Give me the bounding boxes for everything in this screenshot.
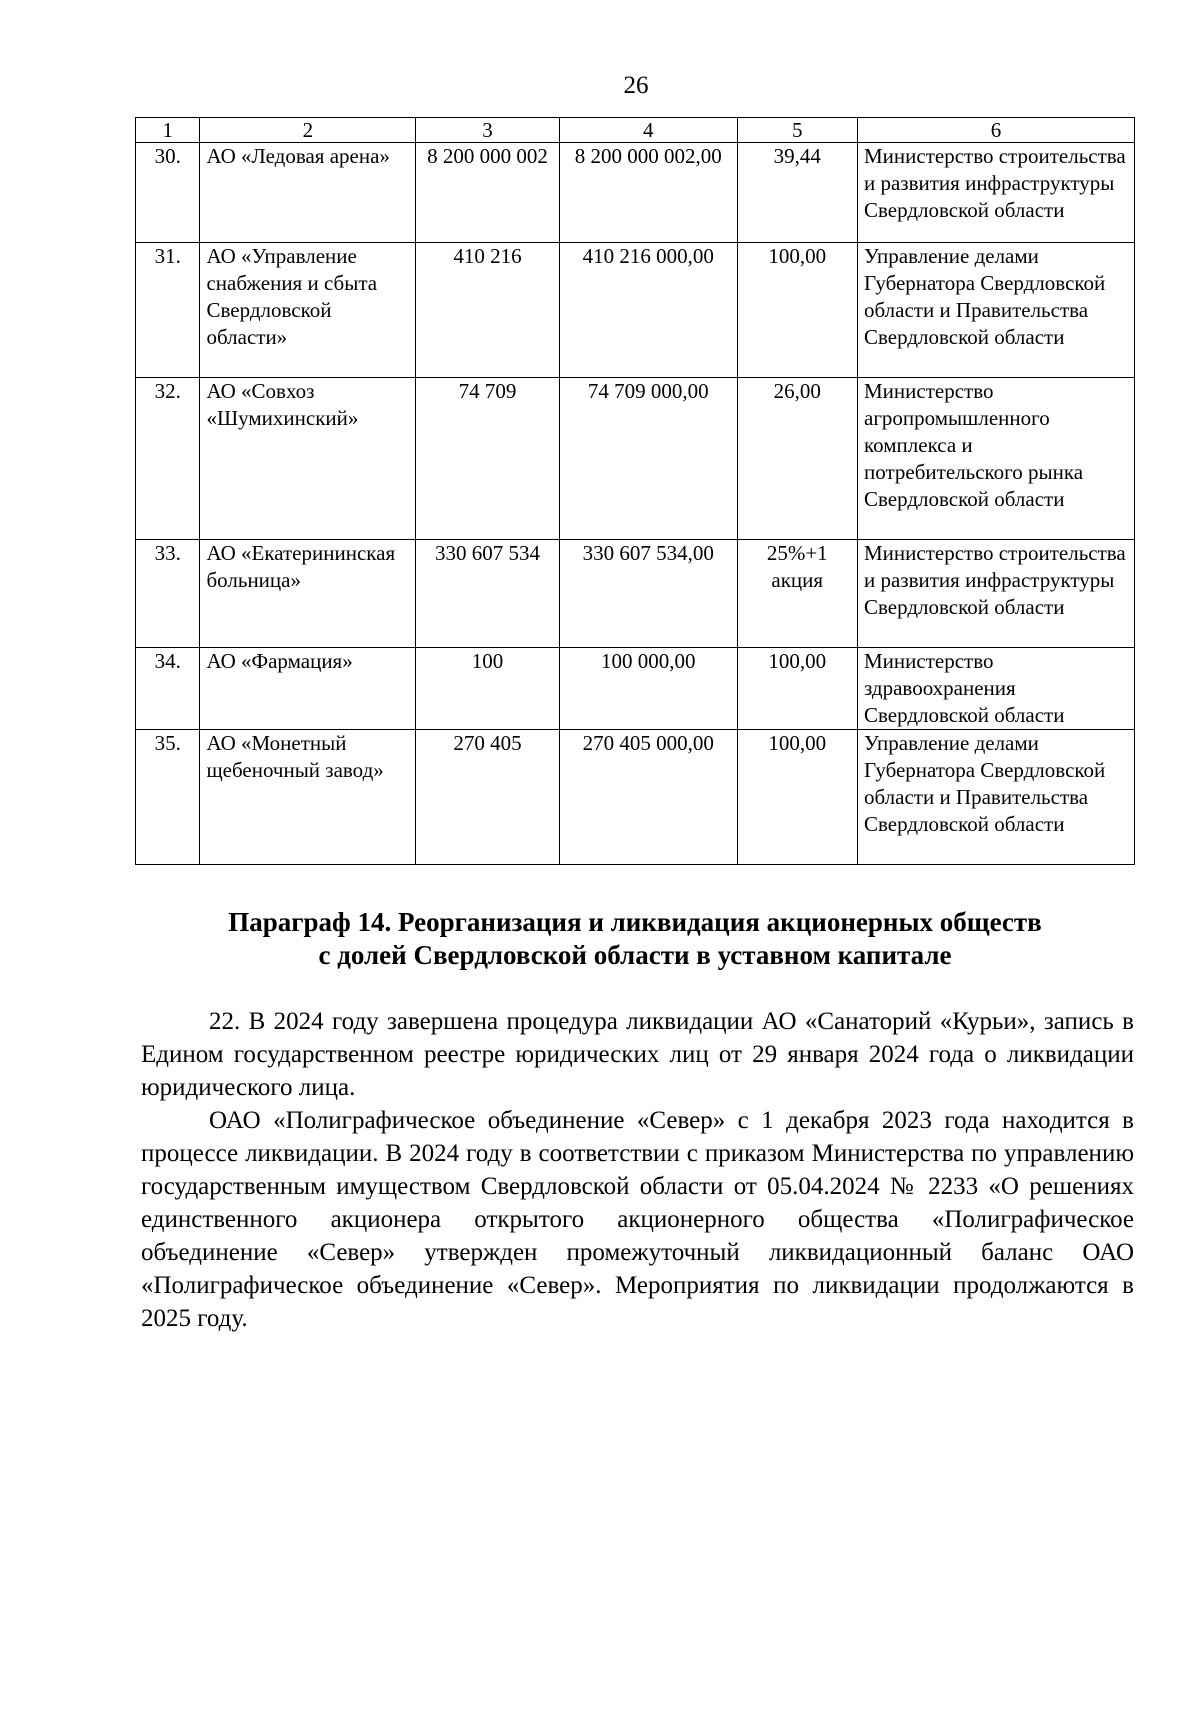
- body-paragraph: 22. В 2024 году завершена процедура ликвидации АО «Санаторий «Курьи», запись в Едином государственном реестре юридических лиц от 29 января 2024 года о ликвидации юридического лица.: [141, 1008, 1134, 1101]
- shareholding-table: [135, 117, 1135, 865]
- responsible-body: Управление делами Губернатора Свердловской области и Правительства Свердловской области: [858, 730, 1135, 865]
- col3-value: 74 709: [416, 378, 560, 540]
- table-row: [136, 143, 1135, 243]
- col5-value: 100,00: [737, 648, 858, 730]
- company-name: АО «Екатерининская больница»: [200, 540, 416, 648]
- responsible-body: Министерство строительства и развития инфраструктуры Свердловской области: [858, 540, 1135, 648]
- company-name: АО «Фармация»: [200, 648, 416, 730]
- column-header: 6: [858, 118, 1135, 143]
- responsible-body: Управление делами Губернатора Свердловской области и Правительства Свердловской области: [858, 243, 1135, 378]
- section-title: [135, 906, 1135, 972]
- col3-value: 410 216: [416, 243, 560, 378]
- col5-value: 26,00: [737, 378, 858, 540]
- col4-value: 410 216 000,00: [559, 243, 737, 378]
- table-row: [136, 243, 1135, 378]
- col4-value: 74 709 000,00: [559, 378, 737, 540]
- col4-value: 100 000,00: [559, 648, 737, 730]
- table-header-row: [136, 118, 1135, 143]
- col4-value: 8 200 000 002,00: [559, 143, 737, 243]
- col4-value: 270 405 000,00: [559, 730, 737, 865]
- section-title-line: Параграф 14. Реорганизация и ликвидация акционерных обществ: [228, 907, 1042, 937]
- page-number: 26: [623, 72, 649, 99]
- responsible-body: Министерство здравоохранения Свердловской области: [858, 648, 1135, 730]
- company-name: АО «Ледовая арена»: [200, 143, 416, 243]
- table-row: [136, 378, 1135, 540]
- row-number: 30.: [136, 143, 200, 243]
- col5-value: 100,00: [737, 730, 858, 865]
- responsible-body: Министерство строительства и развития инфраструктуры Свердловской области: [858, 143, 1135, 243]
- col3-value: 270 405: [416, 730, 560, 865]
- row-number: 32.: [136, 378, 200, 540]
- col5-value: 39,44: [737, 143, 858, 243]
- company-name: АО «Совхоз «Шумихинский»: [200, 378, 416, 540]
- table-row: [136, 540, 1135, 648]
- column-header: 4: [559, 118, 737, 143]
- col5-value: 100,00: [737, 243, 858, 378]
- col3-value: 8 200 000 002: [416, 143, 560, 243]
- row-number: 35.: [136, 730, 200, 865]
- body-paragraph: ОАО «Полиграфическое объединение «Север» с 1 декабря 2023 года находится в процессе ликвидации. В 2024 году в соответствии с приказом Министерства по управлению государственным имуществом Свердловской области от 05.04.2024 № 2233 «О решениях единственного акционера открытого акционерного общества «Полиграфическое объединение «Север» утвержден промежуточный ликвидационный баланс ОАО «Полиграфическое объединение «Север». Мероприятия по ликвидации продолжаются в 2025 году.: [141, 1107, 1134, 1332]
- col5-value: 25%+1 акция: [737, 540, 858, 648]
- column-header: 2: [200, 118, 416, 143]
- row-number: 31.: [136, 243, 200, 378]
- column-header: 1: [136, 118, 200, 143]
- column-header: 3: [416, 118, 560, 143]
- col3-value: 330 607 534: [416, 540, 560, 648]
- table-row: [136, 648, 1135, 730]
- row-number: 33.: [136, 540, 200, 648]
- col3-value: 100: [416, 648, 560, 730]
- company-name: АО «Управление снабжения и сбыта Свердловской области»: [200, 243, 416, 378]
- col4-value: 330 607 534,00: [559, 540, 737, 648]
- responsible-body: Министерство агропромышленного комплекса и потребительского рынка Свердловской области: [858, 378, 1135, 540]
- row-number: 34.: [136, 648, 200, 730]
- column-header: 5: [737, 118, 858, 143]
- section-title-line: с долей Свердловской области в уставном капитале: [318, 940, 952, 970]
- table-row: [136, 730, 1135, 865]
- company-name: АО «Монетный щебеночный завод»: [200, 730, 416, 865]
